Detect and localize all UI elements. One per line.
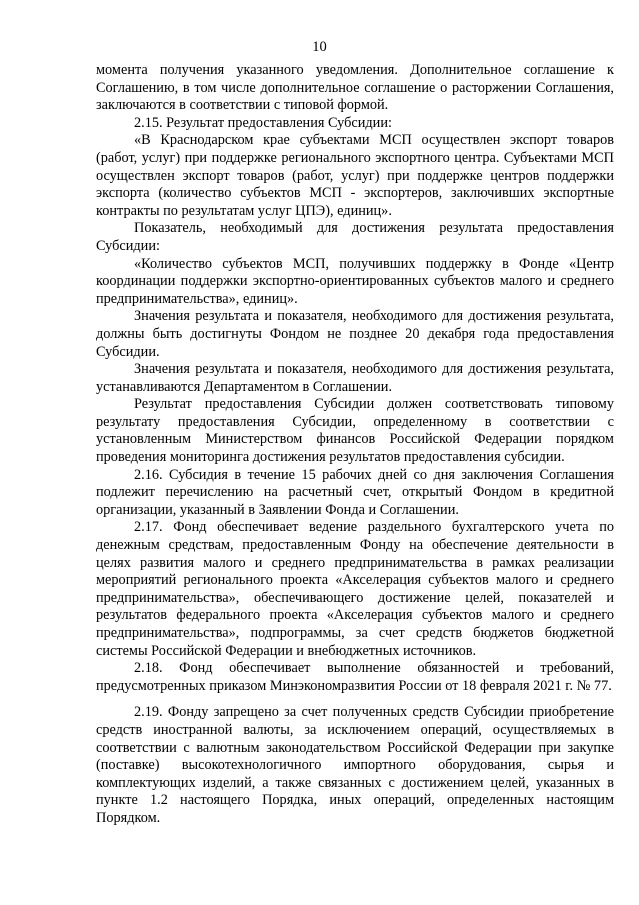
paragraph-typical-result: Результат предоставления Субсидии должен соответствовать типовому результату предоставления Субсидии, определенному в соответствии с установленным Министерством финансов Российской Федерации порядком проведения мониторинга достижения результатов предоставления субсидии. (96, 396, 614, 466)
paragraph-result-quote: «В Краснодарском крае субъектами МСП осуществлен экспорт товаров (работ, услуг) при поддержке регионального экспортного центра. Субъектами МСП осуществлен экспорт товаров (работ, услуг) при поддержке центров поддержки экспорта (количество субъектов МСП - экспортеров, заключивших экспортные контракты по результатам услуг ЦПЭ), единиц». (96, 132, 614, 219)
paragraph-indicator-quote: «Количество субъектов МСП, получивших поддержку в Фонде «Центр координации поддержки экспортно-ориентированных субъектов малого и среднего предпринимательства», единиц». (96, 255, 614, 307)
paragraph-2-16: 2.16. Субсидия в течение 15 рабочих дней со дня заключения Соглашения подлежит перечислению на расчетный счет, открытый Фондом в кредитной организации, указанный в Заявлении Фонда и Соглашении. (96, 466, 614, 518)
paragraph-continuation: момента получения указанного уведомления. Дополнительное соглашение к Соглашению, в том числе дополнительное соглашение о расторжении Соглашения, заключаются в соответствии с типовой формой. (96, 62, 614, 114)
paragraph-2-18: 2.18. Фонд обеспечивает выполнение обязанностей и требований, предусмотренных приказом Минэкономразвития России от 18 февраля 2021 г. № 77. (96, 660, 614, 694)
paragraph-indicator-heading: Показатель, необходимый для достижения результата предоставления Субсидии: (96, 220, 614, 254)
paragraph-2-15-heading: 2.15. Результат предоставления Субсидии: (134, 114, 392, 131)
paragraph-2-17: 2.17. Фонд обеспечивает ведение раздельного бухгалтерского учета по денежным средствам, предоставленным Фонду на обеспечение деятельности в целях развития малого и среднего предпринимательства в рамках реализации мероприятий регионального проекта «Акселерация субъектов малого и среднего предпринимательства», обеспечивающего достижение целей, показателей и результатов федерального проекта «Акселерация субъектов малого и среднего предпринимательства», подпрограммы, за счет средств бюджетов бюджетной системы Российской Федерации и внебюджетных источников. (96, 519, 614, 659)
page-number: 10 (312, 39, 327, 55)
document-body (96, 62, 614, 828)
paragraph-2-19: 2.19. Фонду запрещено за счет полученных средств Субсидии приобретение средств иностранной валюты, за исключением операций, осуществляемых в соответствии с валютным законодательством Российской Федерации при закупке (поставке) высокотехнологичного импортного оборудования, сырья и комплектующих изделий, а также связанных с достижением целей, указанных в пункте 1.2 настоящего Порядка, иных операций, определенных настоящим Порядком. (96, 704, 614, 826)
paragraph-values-set: Значения результата и показателя, необходимого для достижения результата, устанавливаются Департаментом в Соглашении. (96, 361, 614, 395)
paragraph-deadline: Значения результата и показателя, необходимого для достижения результата, должны быть достигнуты Фондом не позднее 20 декабря года предоставления Субсидии. (96, 308, 614, 360)
